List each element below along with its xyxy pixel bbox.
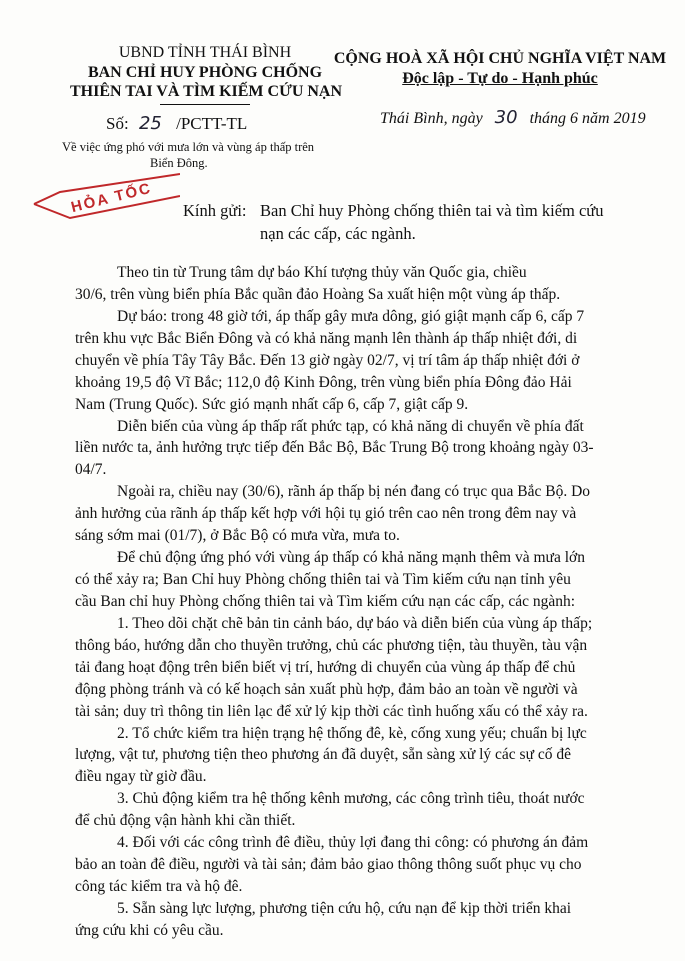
motto-text: Độc lập - Tự do - Hạnh phúc	[402, 70, 598, 87]
item-4-line-3: công tác kiểm tra và hộ đê.	[75, 878, 243, 895]
p1-line-1: Theo tin từ Trung tâm dự báo Khí tượng thủy văn Quốc gia, chiều	[117, 264, 527, 281]
date-suffix: tháng 6 năm 2019	[529, 110, 646, 127]
p5-line-3: cầu Ban chỉ huy Phòng chống thiên tai và Tìm kiếm cứu nạn các cấp, các ngành:	[75, 593, 576, 610]
item-4-line-2: bảo an toàn đê điều, người và tài sản; đảm bảo giao thông thông suốt phục vụ cho	[75, 856, 582, 873]
item-2-line-3: điều ngay từ giờ đầu.	[75, 768, 207, 785]
p4-line-2: ảnh hưởng của rãnh áp thấp kết hợp với hội tụ gió trên cao nên trong đêm nay và	[75, 505, 577, 522]
document-number	[106, 113, 247, 134]
p4-line-1: Ngoài ra, chiều nay (30/6), rãnh áp thấp bị nén đang có trục qua Bắc Bộ. Do	[117, 483, 591, 500]
agency-line-1: UBND TỈNH THÁI BÌNH	[118, 44, 292, 61]
item-1-line-2: thông báo, hướng dẫn cho thuyền trưởng, chủ các phương tiện, tàu thuyền, tàu vận	[75, 637, 588, 654]
p1-line-2: 30/6, trên vùng biển phía Bắc quần đảo Hoàng Sa xuất hiện một vùng áp thấp.	[75, 286, 561, 303]
p2-line-4: khoảng 19,5 độ Vĩ Bắc; 112,0 độ Kinh Đông, trên vùng biển phía Đông đảo Hải	[75, 374, 572, 391]
p5-line-1: Để chủ động ứng phó với vùng áp thấp có khả năng mạnh thêm và mưa lớn	[117, 549, 585, 566]
subject-line-2: Biển Đông.	[150, 156, 208, 170]
p4-line-3: sáng sớm mai (01/7), ở Bắc Bộ có mưa vừa, mưa to.	[75, 527, 400, 544]
p2-line-2: trên khu vực Bắc Biển Đông và có khả năng mạnh lên thành áp thấp nhiệt đới, di	[75, 330, 578, 347]
item-1-line-4: động phòng tránh và có kế hoạch sản xuất phù hợp, đảm bảo an toàn về người và	[75, 681, 578, 698]
item-1-line-1: 1. Theo dõi chặt chẽ bản tin cảnh báo, dự báo và diễn biến của vùng áp thấp;	[117, 615, 593, 632]
item-3-line-2: để chủ động vận hành khi cần thiết.	[75, 812, 296, 829]
item-1-line-3: tải đang hoạt động trên biển biết vị trí, hướng di chuyển của vùng áp thấp để chủ	[75, 659, 576, 676]
recipient-line-2: nạn các cấp, các ngành.	[260, 224, 416, 243]
urgent-stamp	[30, 170, 180, 222]
date-day: 30	[494, 107, 518, 128]
stamp-text: HỎA TỐC	[69, 179, 154, 217]
agency-underline	[160, 104, 250, 105]
p3-line-1: Diễn biến của vùng áp thấp rất phức tạp, có khả năng di chuyển về phía đất	[117, 418, 584, 435]
p3-line-2: liền nước ta, ảnh hưởng trực tiếp đến Bắc Bộ, Bắc Trung Bộ trong khoảng ngày 03-	[75, 439, 594, 456]
item-4-line-1: 4. Đối với các công trình đê điều, thủy lợi đang thi công: có phương án đảm	[117, 834, 589, 851]
recipient-line-1: Ban Chỉ huy Phòng chống thiên tai và tìm kiếm cứu	[260, 201, 604, 220]
date-prefix: Thái Bình, ngày	[380, 110, 483, 127]
p2-line-1: Dự báo: trong 48 giờ tới, áp thấp gây mưa dông, gió giật mạnh cấp 6, cấp 7	[117, 308, 585, 325]
so-suffix: /PCTT-TL	[176, 114, 248, 133]
p2-line-3: chuyển về phía Tây Tây Bắc. Đến 13 giờ ngày 02/7, vị trí tâm áp thấp nhiệt đới ở	[75, 352, 580, 369]
document-date	[380, 107, 646, 128]
item-3-line-1: 3. Chủ động kiểm tra hệ thống kênh mương, các công trình tiêu, thoát nước	[117, 790, 585, 807]
so-number: 25	[138, 113, 162, 134]
nation-motto	[330, 70, 670, 88]
agency-line-3: THIÊN TAI VÀ TÌM KIẾM CỨU NẠN	[70, 83, 343, 100]
p2-line-5: Nam (Trung Quốc). Sức gió mạnh nhất cấp 6, cấp 7, giật cấp 9.	[75, 396, 469, 413]
p5-line-2: có thể xảy ra; Ban Chỉ huy Phòng chống thiên tai và Tìm kiếm cứu nạn tỉnh yêu	[75, 571, 571, 588]
item-2-line-2: lượng, vật tư, phương tiện theo phương án đã duyệt, sẵn sàng xử lý các sự cố đê	[75, 746, 571, 763]
item-1-line-5: tài sản; duy trì thông tin liên lạc để xử lý kịp thời các tình huống xấu có thể xảy ra.	[75, 703, 588, 720]
agency-line-2: BAN CHỈ HUY PHÒNG CHỐNG	[87, 64, 323, 81]
p3-line-3: 04/7.	[75, 461, 107, 478]
nation-title: CỘNG HOÀ XÃ HỘI CHỦ NGHĨA VIỆT NAM	[333, 50, 667, 67]
item-5-line-1: 5. Sẵn sàng lực lượng, phương tiện cứu hộ, cứu nạn để kịp thời triển khai	[117, 900, 572, 917]
subject-line-1: Về việc ứng phó với mưa lớn và vùng áp thấp trên	[62, 140, 315, 154]
item-2-line-1: 2. Tổ chức kiểm tra hiện trạng hệ thống đê, kè, cống xung yếu; chuẩn bị lực	[117, 725, 587, 742]
recipient-label: Kính gửi:	[183, 201, 247, 220]
so-label: Số:	[106, 114, 129, 133]
item-5-line-2: ứng cứu khi có yêu cầu.	[75, 922, 224, 939]
